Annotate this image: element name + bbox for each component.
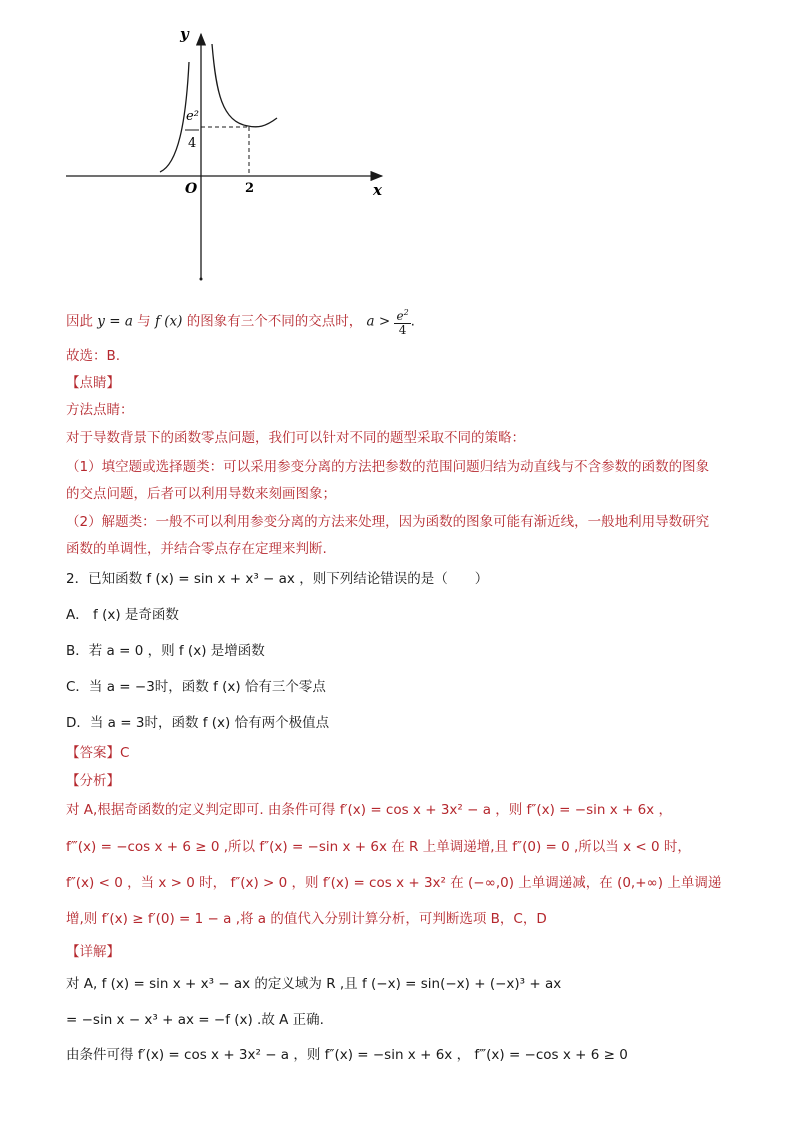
answer-line <box>66 743 129 763</box>
conclusion-line <box>66 306 415 337</box>
choice-line: 故选：B. <box>66 348 121 364</box>
fraction-numerator-exp: 2 <box>403 308 409 317</box>
method-item2-line1: （2）解题类：一般不可以利用参变分离的方法来处理，因为函数的图象可能有渐近线，一般地利用导数研究 <box>66 514 710 530</box>
detail-heading: 【详解】 <box>66 944 120 960</box>
y-tick-denominator: 4 <box>188 136 197 151</box>
detail-line-1: 对 A, f (x) = sin x + x³ − ax 的定义域为 R ,且 f (−x) = sin(−x) + (−x)³ + ax <box>66 976 562 992</box>
method-intro: 对于导数背景下的函数零点问题，我们可以针对不同的题型采取不同的策略： <box>66 430 525 446</box>
method-item1-line1: （1）填空题或选择题类：可以采用参变分离的方法把参数的范围问题归结为动直线与不含参数的函数的图象 <box>66 459 710 475</box>
conclusion-mid1: 与 <box>137 313 151 330</box>
option-d: D．当 a = 3时，函数 f (x) 恰有两个极值点 <box>66 715 330 731</box>
conclusion-prefix: 因此 <box>66 313 93 330</box>
method-item1-line2: 的交点问题，后者可以利用导数来刻画图象； <box>66 486 336 502</box>
conclusion-fraction <box>394 306 410 337</box>
conclusion-eq: y = a <box>97 313 133 330</box>
conclusion-ineq: a > <box>366 313 391 330</box>
y-axis-label: y <box>180 25 189 43</box>
question-stem: 2．已知函数 f (x) = sin x + x³ − ax ，则下列结论错误的是（ ） <box>66 571 489 587</box>
method-item2-line2: 函数的单调性，并结合零点存在定理来判断. <box>66 541 327 557</box>
x-tick-label: 2 <box>245 181 255 196</box>
conclusion-end: . <box>410 313 415 330</box>
conclusion-fx: f (x) <box>154 313 183 330</box>
analysis-line-3: f″(x) < 0 ，当 x > 0 时， f″(x) > 0 ，则 f′(x) = cos x + 3x² 在 (−∞,0) 上单调递减，在 (0,+∞) 上单调递 <box>66 875 722 891</box>
answer-heading: 【答案】 <box>66 745 120 761</box>
curve-left-branch <box>160 62 189 172</box>
option-c: C．当 a = −3时，函数 f (x) 恰有三个零点 <box>66 679 326 695</box>
fraction-numerator-base: e <box>396 309 404 323</box>
conclusion-mid2: 的图象有三个不同的交点时， <box>186 313 363 330</box>
origin-label: O <box>185 181 198 197</box>
fraction-denominator: 4 <box>398 323 407 337</box>
function-graph <box>60 22 400 287</box>
option-a: A． f (x) 是奇函数 <box>66 607 179 623</box>
detail-line-3: 由条件可得 f′(x) = cos x + 3x² − a ，则 f″(x) = −sin x + 6x ， f‴(x) = −cos x + 6 ≥ 0 <box>66 1047 628 1063</box>
dianjing-heading: 【点睛】 <box>66 375 120 391</box>
option-b: B．若 a = 0 ，则 f (x) 是增函数 <box>66 643 265 659</box>
analysis-line-4: 增,则 f′(x) ≥ f′(0) = 1 − a ,将 a 的值代入分别计算分析，可判断选项 B，C，D <box>66 911 547 927</box>
curve-right-branch <box>212 44 277 127</box>
detail-line-2: = −sin x − x³ + ax = −f (x) .故 A 正确. <box>66 1012 324 1028</box>
y-tick-numerator: e² <box>186 109 199 124</box>
answer-value: C <box>120 745 130 761</box>
method-title: 方法点睛： <box>66 402 134 418</box>
analysis-heading: 【分析】 <box>66 773 120 789</box>
analysis-line-1: 对 A,根据奇函数的定义判定即可. 由条件可得 f′(x) = cos x + 3x² − a ，则 f″(x) = −sin x + 6x ， <box>66 802 672 818</box>
x-axis-label: x <box>373 181 382 199</box>
analysis-line-2: f‴(x) = −cos x + 6 ≥ 0 ,所以 f″(x) = −sin x + 6x 在 R 上单调递增,且 f″(0) = 0 ,所以当 x < 0 时， <box>66 839 691 855</box>
